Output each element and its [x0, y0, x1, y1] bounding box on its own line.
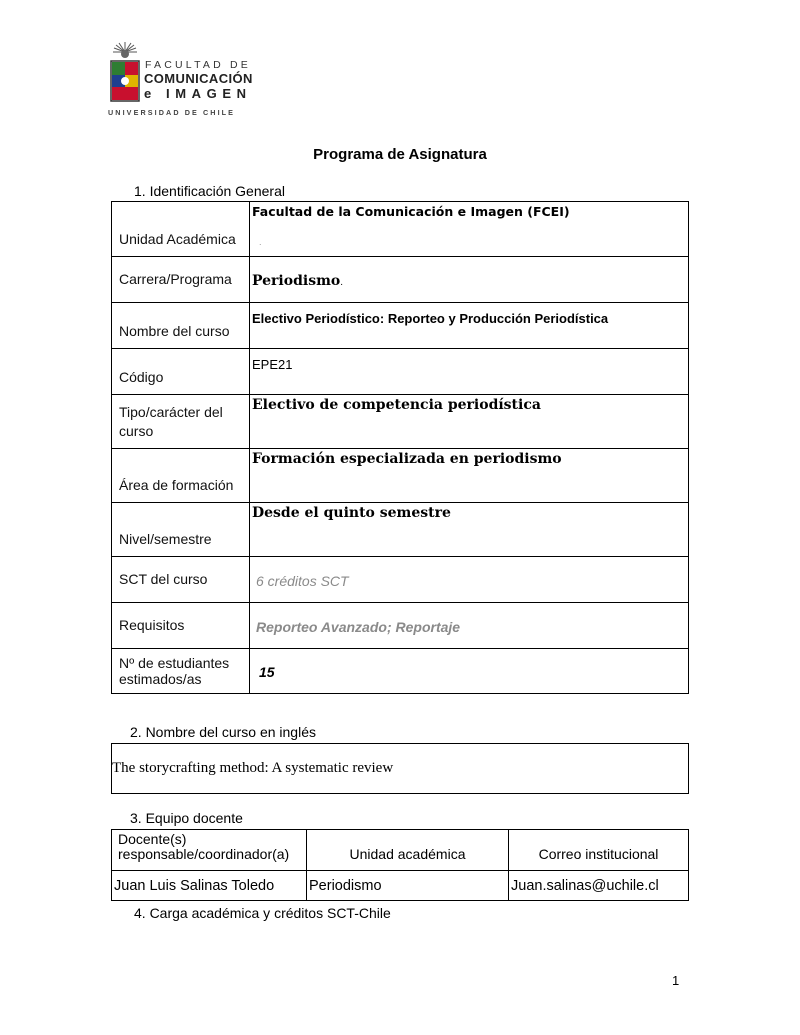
table-row: [112, 557, 689, 603]
table-row: [112, 349, 689, 395]
row-label: Código: [112, 349, 250, 395]
logo-line-university: UNIVERSIDAD DE CHILE: [108, 108, 236, 117]
row-value: [250, 449, 689, 503]
course-name-value: Electivo Periodístico: Reporteo y Producción Periodística: [252, 311, 609, 326]
row-value: [250, 303, 689, 349]
row-label: Carrera/Programa: [112, 257, 250, 303]
teacher-name: Juan Luis Salinas Toledo: [112, 871, 307, 901]
academic-unit-value: Facultad de la Comunicación e Imagen (FCEI): [252, 204, 570, 219]
row-label: Área de formación: [112, 449, 250, 503]
academic-unit-note: .: [259, 237, 262, 247]
row-value: [250, 202, 689, 257]
teacher-email[interactable]: Juan.salinas@uchile.cl: [509, 871, 689, 901]
header-academic-unit: Unidad académica: [307, 830, 509, 871]
sun-emblem-icon: [112, 42, 138, 62]
table-header-row: [112, 830, 689, 871]
program-note: .: [340, 276, 344, 288]
table-row: [112, 603, 689, 649]
row-value: [250, 257, 689, 303]
row-value: [250, 349, 689, 395]
row-label: SCT del curso: [112, 557, 250, 603]
university-shield-icon: [110, 60, 140, 104]
section3-heading: 3. Equipo docente: [130, 810, 243, 826]
table-row: [112, 395, 689, 449]
course-type-value: Electivo de competencia periodística: [252, 397, 541, 413]
table-row: [112, 202, 689, 257]
level-value: Desde el quinto semestre: [252, 505, 451, 521]
table-row: [112, 503, 689, 557]
page-title: Programa de Asignatura: [313, 146, 487, 163]
general-identification-table: [111, 201, 689, 694]
requirements-value: Reporteo Avanzado; Reportaje: [250, 603, 689, 649]
students-value: 15: [250, 649, 689, 694]
training-area-value: Formación especializada en periodismo: [252, 451, 562, 467]
section1-heading: 1. Identificación General: [134, 183, 285, 199]
english-name-value: The storycrafting method: A systematic review: [112, 744, 689, 794]
table-row: [112, 744, 689, 794]
english-name-table: [111, 743, 689, 794]
row-label: Nivel/semestre: [112, 503, 250, 557]
program-value: Periodismo: [252, 272, 341, 289]
header-email: Correo institucional: [509, 830, 689, 871]
table-row: [112, 871, 689, 901]
section2-heading: 2. Nombre del curso en inglés: [130, 724, 316, 740]
row-value: [250, 395, 689, 449]
table-row: [112, 303, 689, 349]
row-value: [250, 503, 689, 557]
table-row: [112, 449, 689, 503]
credits-value: 6 créditos SCT: [250, 557, 689, 603]
header-responsible: Docente(s) responsable/coordinador(a): [112, 830, 307, 871]
logo-line-communication: COMUNICACIÓN: [144, 71, 253, 86]
teacher-unit: Periodismo: [307, 871, 509, 901]
row-label: Nombre del curso: [112, 303, 250, 349]
row-label: Nº de estudiantes estimados/as: [112, 649, 250, 694]
faculty-logo: [108, 42, 253, 118]
page-number: 1: [672, 973, 680, 988]
course-code-value: EPE21: [252, 357, 293, 372]
table-row: [112, 649, 689, 694]
row-label: Requisitos: [112, 603, 250, 649]
table-row: [112, 257, 689, 303]
section4-heading: 4. Carga académica y créditos SCT-Chile: [134, 905, 391, 921]
row-label: Unidad Académica: [112, 202, 250, 257]
row-label: Tipo/carácter del curso: [112, 395, 250, 449]
logo-line-image: e IMAGEN: [144, 86, 252, 101]
logo-line-faculty: FACULTAD DE: [145, 59, 251, 71]
teaching-team-table: [111, 829, 689, 901]
